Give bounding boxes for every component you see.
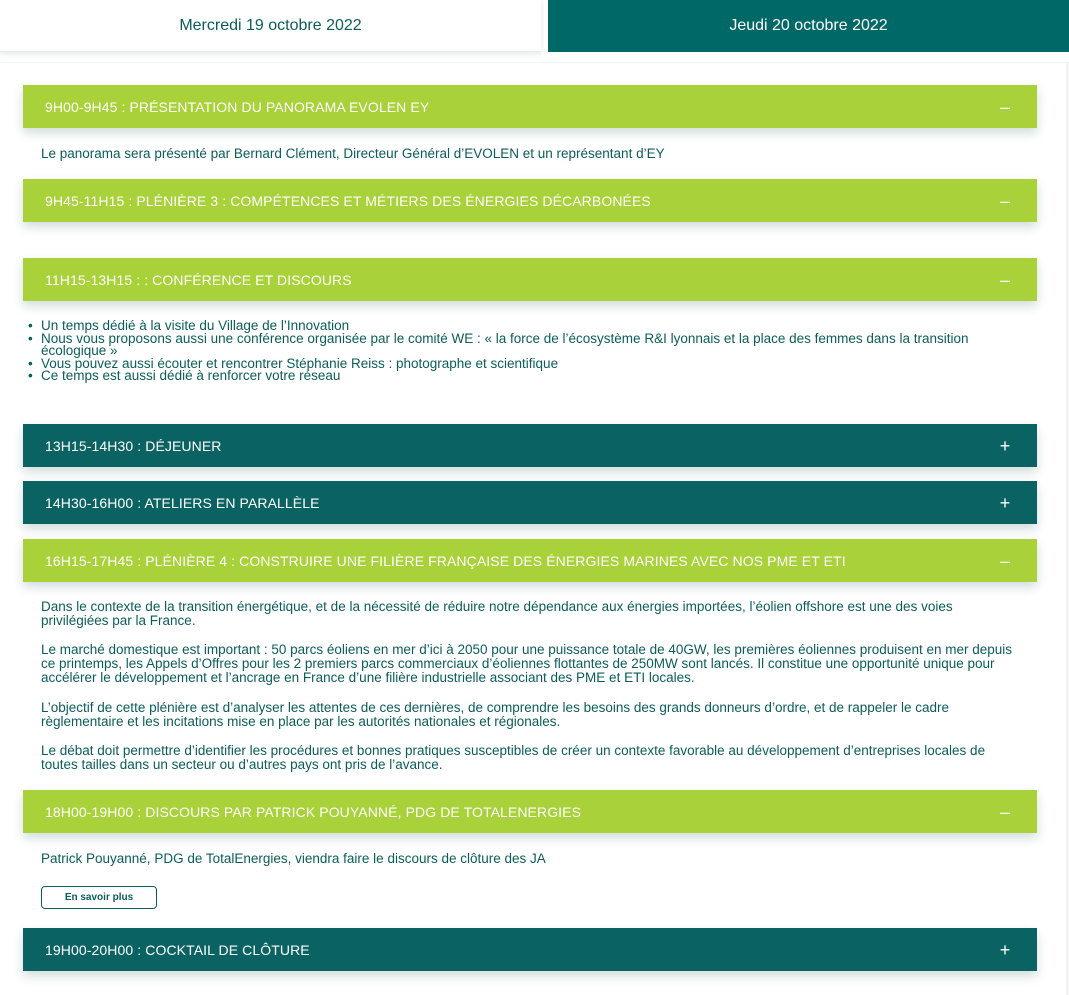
session-header-dejeuner[interactable] xyxy=(23,424,1037,467)
session-header-discours[interactable] xyxy=(23,790,1037,833)
session-description: Patrick Pouyanné, PDG de TotalEnergies, viendra faire le discours de clôture des JA xyxy=(41,851,546,866)
collapse-icon: – xyxy=(999,269,1011,290)
bullet-icon: • xyxy=(28,368,33,383)
bullet-icon: • xyxy=(28,318,33,333)
expand-icon: + xyxy=(999,492,1011,513)
session-description: Le panorama sera présenté par Bernard Clément, Directeur Général d’EVOLEN et un représentant d’EY xyxy=(41,146,665,161)
session-paragraph: Dans le contexte de la transition énergétique, et de la nécessité de réduire notre dépendance aux énergies importées, l’éolien offshore est une des voies privilégiées par la France. xyxy=(41,599,953,628)
session-title: 9H45-11H15 : PLÉNIÈRE 3 : COMPÉTENCES ET MÉTIERS DES ÉNERGIES DÉCARBONÉES xyxy=(45,192,651,209)
collapse-icon: – xyxy=(999,801,1011,822)
session-paragraph: Le marché domestique est important : 50 parcs éoliens en mer d’ici à 2050 pour une puissance totale de 40GW, les premières éoliennes produisent en mer depuis ce printemps, les Appels d’Offres pour les 2 premiers parcs commerciaux d’éoliennes flottantes de 250MW sont lancés. Il constitue une opportunité unique pour accélérer le développement et l’ancrage en France d’une filière industrielle associant des PME et ETI locales. xyxy=(41,642,1013,685)
tab-thursday[interactable]: Jeudi 20 octobre 2022 xyxy=(548,0,1069,52)
collapse-icon: – xyxy=(999,550,1011,571)
session-header-cocktail[interactable] xyxy=(23,928,1037,971)
session-header-panorama[interactable] xyxy=(23,85,1037,128)
expand-icon: + xyxy=(999,435,1011,456)
expand-icon: + xyxy=(999,939,1011,960)
session-paragraph: Le débat doit permettre d’identifier les procédures et bonnes pratiques susceptibles de créer un contexte favorable au développement d’entreprises locales de toutes tailles dans un secteur ou d’autres pays ont pris de l’avance. xyxy=(41,743,986,772)
bullet-icon: • xyxy=(28,355,33,371)
session-header-pleniere-3[interactable] xyxy=(23,179,1037,222)
list-item: • Un temps dédié à la visite du Village de l’Innovation xyxy=(28,318,350,333)
session-title: 16H15-17H45 : PLÉNIÈRE 4 : CONSTRUIRE UNE FILIÈRE FRANÇAISE DES ÉNERGIES MARINES AVEC NOS PME ET ETI xyxy=(45,552,846,569)
bullet-icon: • xyxy=(28,330,33,346)
list-item: • Nous vous proposons aussi une conférence organisée par le comité WE : « la force de l’écosystème R&I lyonnais et la place des femmes dans la transition écologique » xyxy=(28,330,969,358)
session-title: 11H15-13H15 : : CONFÉRENCE ET DISCOURS xyxy=(45,271,352,288)
collapse-icon: – xyxy=(999,96,1011,117)
session-title: 14H30-16H00 : ATELIERS EN PARALLÈLE xyxy=(45,494,320,511)
session-title: 9H00-9H45 : PRÉSENTATION DU PANORAMA EVOLEN EY xyxy=(45,98,430,115)
day-tabs xyxy=(0,0,1069,52)
session-bullet-list xyxy=(27,320,1017,383)
learn-more-button[interactable]: En savoir plus xyxy=(41,886,157,909)
list-item: • Vous pouvez aussi écouter et rencontrer Stéphanie Reiss : photographe et scientifique xyxy=(28,355,559,371)
session-header-ateliers[interactable] xyxy=(23,481,1037,524)
session-title: 19H00-20H00 : COCKTAIL DE CLÔTURE xyxy=(45,941,310,958)
session-paragraph: L’objectif de cette plénière est d’analyser les attentes de ces dernières, de comprendre les besoins des grands donneurs d’ordre, et de rappeler le cadre règlementaire et les incitations mise en place par les autorités nationales et régionales. xyxy=(41,700,950,729)
session-header-pleniere-4[interactable] xyxy=(23,539,1037,582)
session-title: 18H00-19H00 : DISCOURS PAR PATRICK POUYANNÉ, PDG DE TOTALENERGIES xyxy=(45,803,582,820)
tab-wednesday[interactable]: Mercredi 19 octobre 2022 xyxy=(0,0,541,52)
session-header-conference[interactable] xyxy=(23,258,1037,301)
collapse-icon: – xyxy=(999,190,1011,211)
list-item: • Ce temps est aussi dédié à renforcer votre réseau xyxy=(28,368,341,383)
session-title: 13H15-14H30 : DÉJEUNER xyxy=(45,437,222,454)
